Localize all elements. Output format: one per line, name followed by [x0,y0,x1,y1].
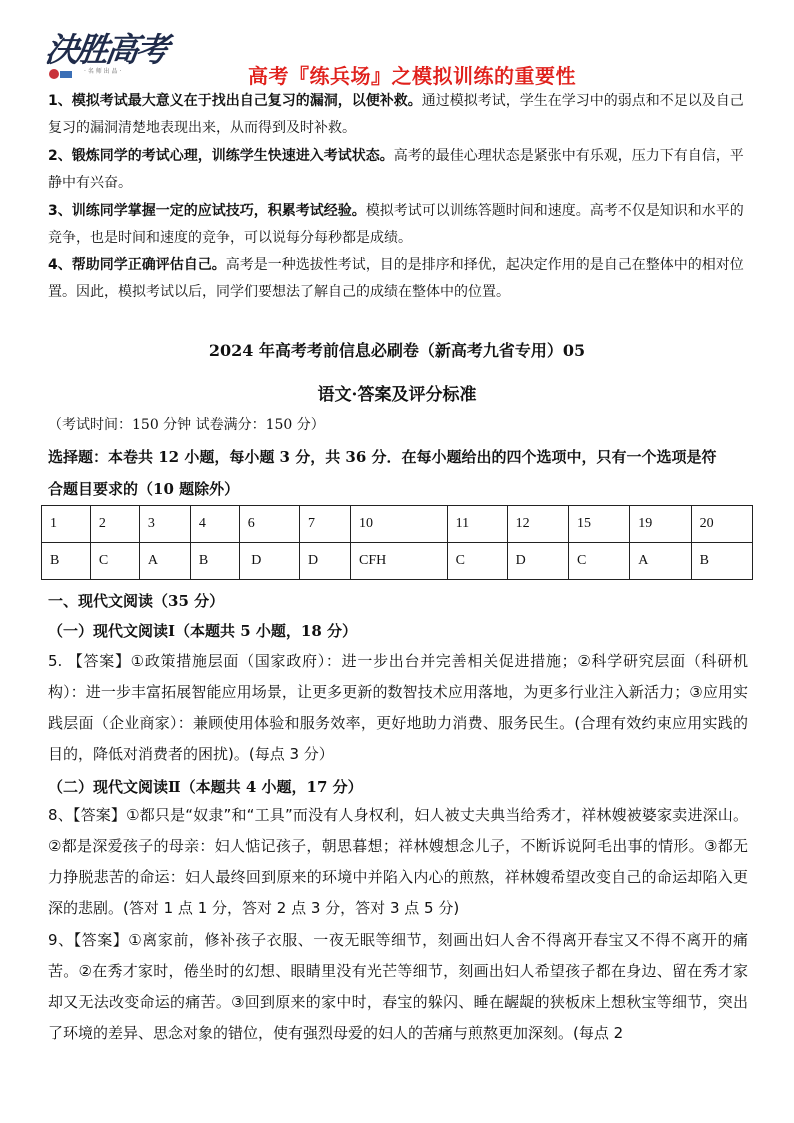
answer-cell: D [507,543,568,580]
logo-mark-icon [46,66,76,80]
intro-item-4 [48,252,748,306]
brand-logo [42,22,169,84]
answer-cell: D [239,543,299,580]
intro-item-bold: 1、模拟考试最大意义在于找出自己复习的漏洞，以便补救。 [48,93,422,109]
exam-subtitle: 语文·答案及评分标准 [317,385,477,405]
question-number: 1 [42,506,91,543]
question-number: 4 [190,506,239,543]
intro-item-bold: 3、训练同学掌握一定的应试技巧，积累考试经验。 [48,203,366,219]
subsection-heading-1: （一）现代文阅读Ⅰ（本题共 5 小题，18 分） [48,622,357,640]
question-number: 15 [568,506,629,543]
selection-instruction-line-2: 合题目要求的（10 题除外） [48,480,240,498]
question-number: 20 [691,506,752,543]
answer-q8: 8、【答案】①都只是“奴隶”和“工具”而没有人身权利，妇人被丈夫典当给秀才，祥林嫂被婆家卖进深山。②都是深爱孩子的母亲：妇人惦记孩子，朝思暮想；祥林嫂想念儿子，不断诉说阿毛出事的情形。③都无力挣脱悲苦的命运：妇人最终回到原来的环境中并陷入内心的煎熬，祥林嫂希望改变自己的命运却陷入更深的悲剧。(答对 1 点 1 分，答对 2 点 3 分，答对 3 点 5 分) [48,806,748,917]
answer-cell: C [447,543,507,580]
subsection-heading-2: （二）现代文阅读Ⅱ（本题共 4 小题，17 分） [48,778,363,796]
intro-item-text: 通过模拟考试，学生在学习中的弱点和不足以及自己复习的漏洞清楚地表现出来，从而得到及时补救。 [48,93,744,136]
section-heading-1: 一、现代文阅读（35 分） [48,592,225,610]
question-number: 3 [139,506,190,543]
intro-item-2 [48,143,748,197]
question-number: 2 [90,506,139,543]
answer-q5: 5. 【答案】①政策措施层面（国家政府）：进一步出台并完善相关促进措施；②科学研究层面（科研机构）：进一步丰富拓展智能应用场景，让更多更新的数智技术应用落地，为更多行业注入新活力；③应用实践层面（企业商家）：兼顾使用体验和服务效率，更好地助力消费、服务民生。(合理有效约束应用实践的目的，降低对消费者的困扰)。(每点 3 分） [48,652,748,763]
answer-cell: A [139,543,190,580]
intro-item-bold: 2、锻炼同学的考试心理，训练学生快速进入考试状态。 [48,148,394,164]
question-number: 19 [630,506,691,543]
question-number: 10 [351,506,448,543]
logo-text: 決胜高考 [42,30,169,69]
question-number-row [42,506,753,543]
answer-q9: 9、【答案】①离家前，修补孩子衣服、一夜无眠等细节，刻画出妇人舍不得离开春宝又不得不离开的痛苦。②在秀才家时，倦坐时的幻想、眼睛里没有光芒等细节，刻画出妇人希望孩子都在身边、留在秀才家却又无法改变命运的痛苦。③回到原来的家中时，春宝的躲闪、睡在龌龊的狭板床上想秋宝等细节，突出了环境的差异、思念对象的错位，使有强烈母爱的妇人的苦痛与煎熬更加深刻。(每点 2 [48,931,748,1042]
answer-table [41,505,753,580]
intro-item-1 [48,88,748,142]
answer-cell: B [42,543,91,580]
logo-subtext: · 名 师 出 品 · [84,68,122,75]
answer-cell: B [190,543,239,580]
answer-cell: CFH [351,543,448,580]
question-number: 6 [239,506,299,543]
intro-item-text: 模拟考试可以训练答题时间和速度。高考不仅是知识和水平的竞争，也是时间和速度的竞争，可以说每分每秒都是成绩。 [48,203,744,246]
answer-cell: B [691,543,752,580]
question-number: 12 [507,506,568,543]
answer-cell: C [568,543,629,580]
answer-cell: D [300,543,351,580]
banner-title: 高考『练兵场』之模拟训练的重要性 [248,64,576,88]
selection-instruction-line-1: 选择题：本卷共 12 小题，每小题 3 分，共 36 分．在每小题给出的四个选项中，只有一个选项是符 [48,448,717,466]
intro-item-bold: 4、帮助同学正确评估自己。 [48,257,226,273]
answer-cell: C [90,543,139,580]
intro-item-3 [48,198,748,252]
answer-row [42,543,753,580]
answer-cell: A [630,543,691,580]
intro-item-text: 高考的最佳心理状态是紧张中有乐观，压力下有自信，平静中有兴奋。 [48,148,744,191]
exam-title: 2024 年高考考前信息必刷卷（新高考九省专用）05 [208,341,586,360]
question-number: 7 [300,506,351,543]
question-number: 11 [447,506,507,543]
exam-time-line: （考试时间：150 分钟 试卷满分：150 分） [48,417,325,433]
intro-item-text: 高考是一种选拔性考试，目的是排序和择优，起决定作用的是自己在整体中的相对位置。因此，模拟考试以后，同学们要想法了解自己的成绩在整体中的位置。 [48,257,744,300]
